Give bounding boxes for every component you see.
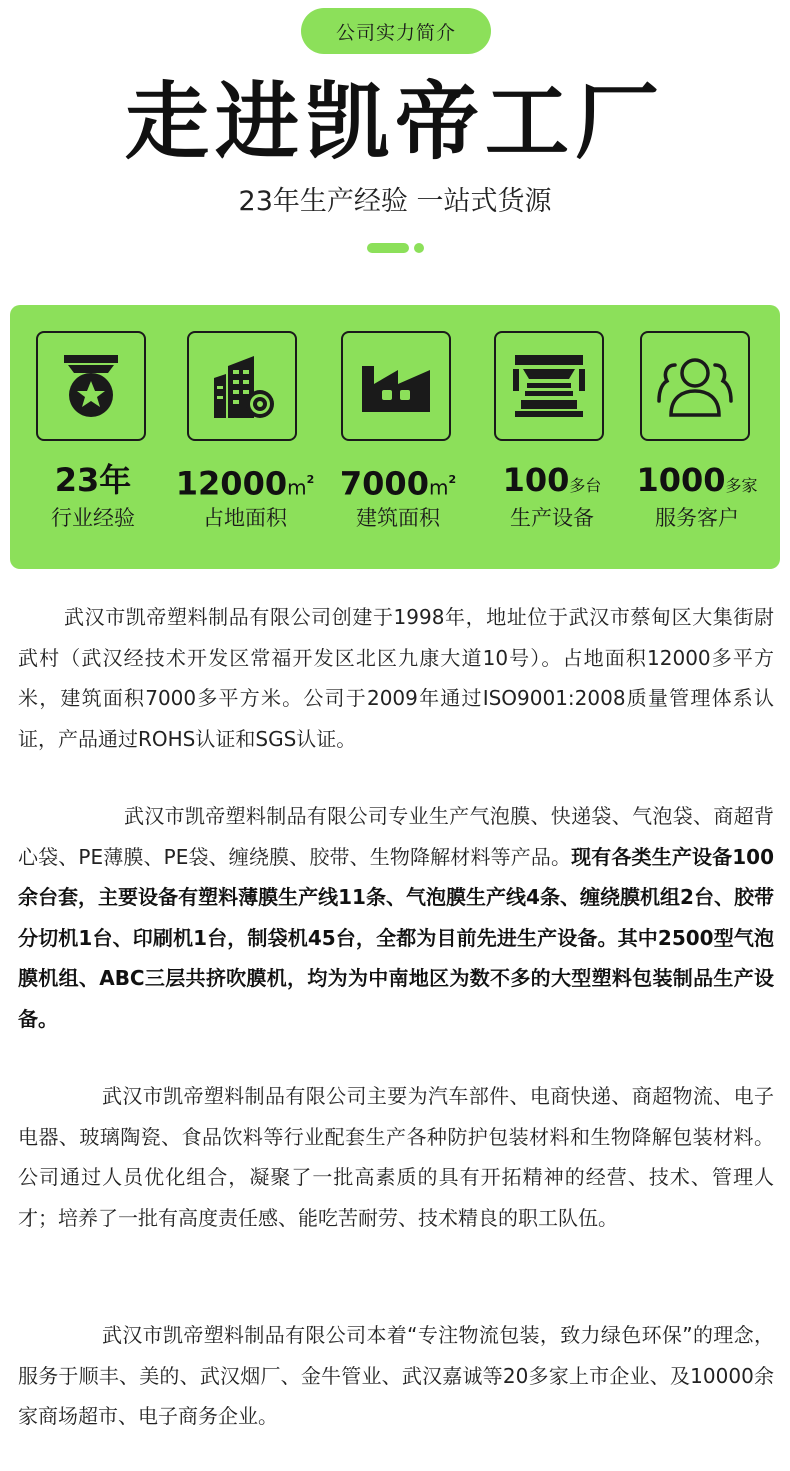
stats-panel bbox=[10, 305, 780, 569]
stat-value: $7000m^2$ bbox=[339, 464, 457, 503]
medal-star-icon bbox=[36, 331, 146, 441]
intro-paragraph-1: 武汉市凯帝塑料制品有限公司创建于1998年，地址位于武汉市蔡甸区大集街尉武村（武汉经技术开发区常福开发区北区九康大道10号）。占地面积12000多平方米，建筑面积7000多平方米。公司于2009年通过ISO9001:2008质量管理体系认证，产品通过ROHS认证和SGS认证。 bbox=[18, 605, 774, 751]
stat-label: 行业经验 bbox=[51, 506, 135, 530]
intro-paragraph-2 bbox=[18, 796, 774, 1039]
paragraph-2-bold-text: 现有各类生产设备100余台套，主要设备有塑料薄膜生产线11条、气泡膜生产线4条、缠绕膜机组2台、胶带分切机1台、印刷机1台，制袋机45台，全都为目前先进生产设备。其中2500型气泡膜机组、ABC三层共挤吹膜机，均为为中南地区为数不多的大型塑料包装制品生产设备。 bbox=[18, 844, 774, 1031]
paragraph-2-text: 武汉市凯帝塑料制品有限公司专业生产气泡膜、快递袋、气泡袋、商超背心袋、PE薄膜、PE袋、缠绕膜、胶带、生物降解材料等产品。 bbox=[18, 804, 774, 869]
stat-label: 建筑面积 bbox=[356, 506, 440, 530]
intro-paragraph-4: 武汉市凯帝塑料制品有限公司本着“专注物流包装，致力绿色环保”的理念，服务于顺丰、美的、武汉烟厂、金牛管业、武汉嘉诚等20多家上市企业、及10000余家商场超市、电子商务企业。 bbox=[18, 1323, 774, 1428]
divider-bar bbox=[367, 243, 409, 253]
factory-icon bbox=[341, 331, 451, 441]
stat-value: 1000多家 bbox=[636, 461, 758, 499]
customers-icon bbox=[640, 331, 750, 441]
stat-label: 生产设备 bbox=[510, 506, 594, 530]
divider-dot bbox=[414, 243, 424, 253]
section-tag: 公司实力简介 bbox=[301, 8, 491, 54]
machine-press-icon bbox=[494, 331, 604, 441]
stat-value: 100多台 bbox=[502, 461, 602, 499]
page-subtitle: 23年生产经验 一站式货源 bbox=[238, 186, 552, 217]
stat-value: 23年 bbox=[54, 461, 132, 499]
buildings-gear-icon bbox=[187, 331, 297, 441]
stat-label: 占地面积 bbox=[203, 506, 287, 530]
stat-value: $12000m^2$ bbox=[175, 464, 315, 503]
intro-paragraph-3: 武汉市凯帝塑料制品有限公司主要为汽车部件、电商快递、商超物流、电子电器、玻璃陶瓷、食品饮料等行业配套生产各种防护包装材料和生物降解包装材料。公司通过人员优化组合，凝聚了一批高素质的具有开拓精神的经营、技术、管理人才；培养了一批有高度责任感、能吃苦耐劳、技术精良的职工队伍。 bbox=[18, 1084, 774, 1230]
page-title: 走进凯帝工厂 bbox=[124, 73, 665, 171]
stat-label: 服务客户 bbox=[655, 506, 739, 530]
